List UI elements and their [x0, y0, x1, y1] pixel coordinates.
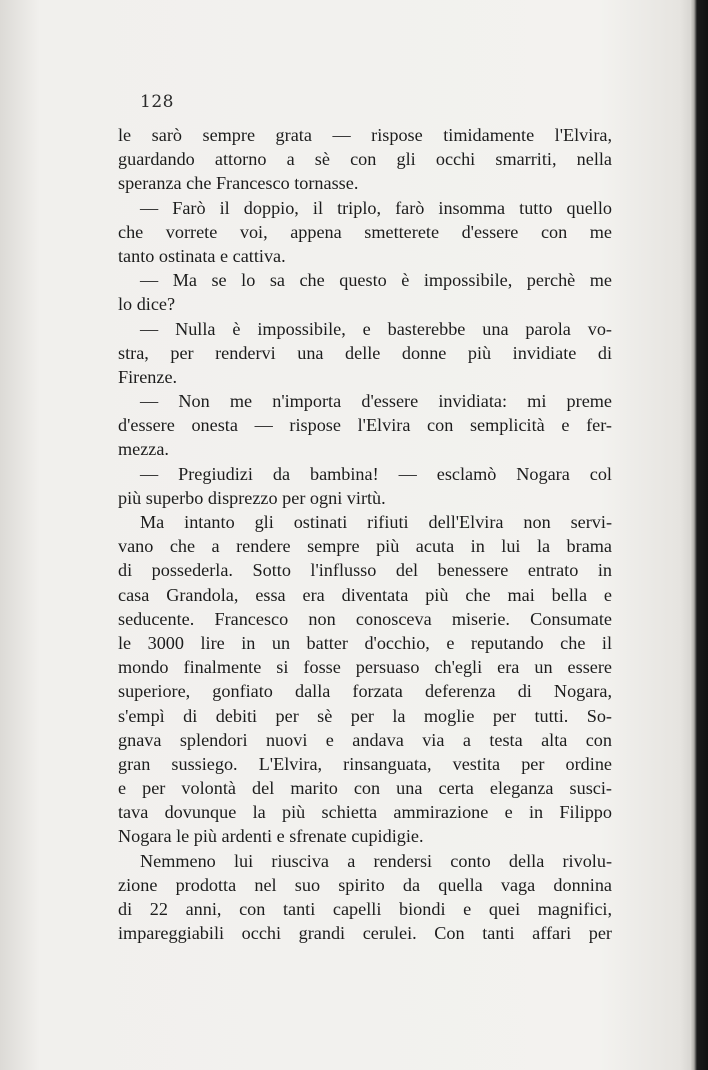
text-line: gnava splendori nuovi e andava via a testa alta con: [118, 729, 612, 750]
text-line: Ma intanto gli ostinati rifiuti dell'Elvira non servi-: [140, 512, 612, 532]
text-line: seducente. Francesco non conosceva miserie. Consumate: [118, 608, 612, 629]
text-line: stra, per rendervi una delle donne più invidiate di: [118, 342, 612, 363]
text-line: — Ma se lo sa che questo è impossibile, perchè me: [140, 270, 612, 291]
text-line: — Farò il doppio, il triplo, farò insomma tutto quello: [140, 197, 612, 218]
text-line: s'empì di debiti per sè per la moglie per tutti. So-: [118, 705, 612, 726]
text-line: superiore, gonfiato dalla forzata deferenza di Nogara,: [118, 681, 612, 702]
text-line: Firenze.: [118, 366, 178, 387]
text-line: di 22 anni, con tanti capelli biondi e quei magnifici,: [118, 899, 612, 919]
text-line: tava dovunque la più schietta ammirazione e in Filippo: [118, 802, 612, 823]
text-line: speranza che Francesco tornasse.: [118, 173, 359, 194]
text-line: Nemmeno lui riusciva a rendersi conto della rivolu-: [140, 850, 612, 871]
text-line: — Non me n'importa d'essere invidiata: mi preme: [140, 391, 612, 412]
book-spine-edge: [690, 0, 708, 1070]
text-line: che vorrete voi, appena smetterete d'essere con me: [118, 221, 612, 242]
text-line: vano che a rendere sempre più acuta in lui la brama: [118, 536, 612, 557]
text-line: lo dice?: [118, 294, 176, 315]
page-number: 128: [140, 92, 174, 112]
text-line: tanto ostinata e cattiva.: [118, 245, 286, 266]
text-line: di possederla. Sotto l'influsso del benessere entrato in: [118, 560, 612, 581]
text-line: e per volontà del marito con una certa eleganza susci-: [118, 778, 612, 799]
text-line: impareggiabili occhi grandi cerulei. Con tanti affari per: [118, 923, 612, 944]
text-line: Nogara le più ardenti e sfrenate cupidigie.: [118, 826, 424, 847]
text-line: — Pregiudizi da bambina! — esclamò Nogara col: [140, 463, 612, 484]
text-line: più superbo disprezzo per ogni virtù.: [118, 487, 386, 508]
text-line: guardando attorno a sè con gli occhi smarriti, nella: [118, 149, 612, 170]
text-line: d'essere onesta — rispose l'Elvira con semplicità e fer-: [118, 415, 612, 436]
text-line: gran sussiego. L'Elvira, rinsanguata, vestita per ordine: [118, 753, 612, 774]
text-line: — Nulla è impossibile, e basterebbe una parola vo-: [140, 318, 612, 339]
text-line: le sarò sempre grata — rispose timidamente l'Elvira,: [118, 125, 612, 145]
text-line: zione prodotta nel suo spirito da quella vaga donnina: [118, 874, 612, 895]
body-text: [118, 123, 612, 945]
text-line: le 3000 lire in un batter d'occhio, e reputando che il: [118, 632, 612, 653]
text-line: mezza.: [118, 439, 169, 460]
text-line: mondo finalmente si fosse persuaso ch'egli era un essere: [118, 657, 612, 678]
text-line: casa Grandola, essa era diventata più che mai bella e: [118, 584, 612, 605]
